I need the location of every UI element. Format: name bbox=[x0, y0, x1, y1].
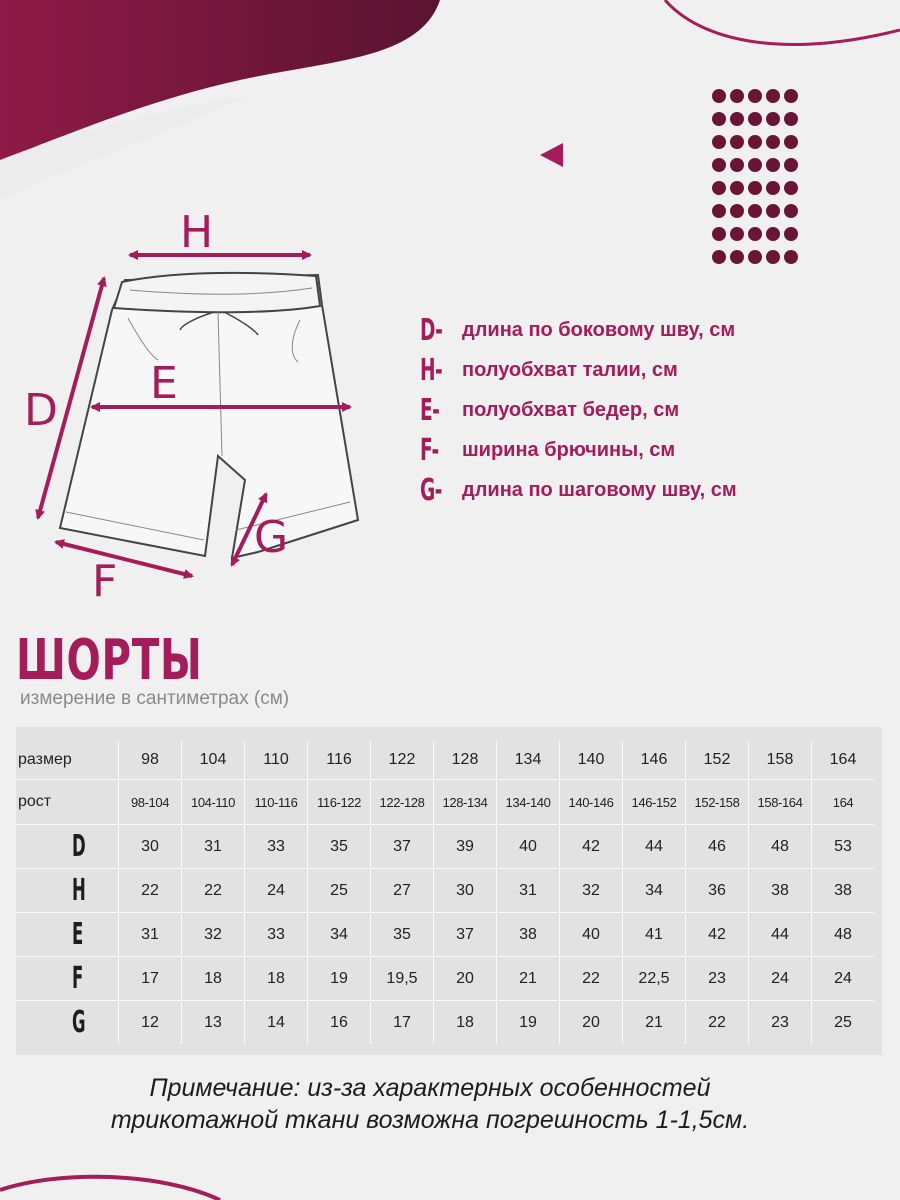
page-subtitle: измерение в сантиметрах (см) bbox=[20, 688, 290, 709]
table-cell: 116 bbox=[308, 741, 371, 780]
table-cell: 46 bbox=[686, 825, 749, 869]
label-e: E bbox=[150, 358, 178, 409]
dot bbox=[748, 227, 762, 241]
table-cell: 25 bbox=[308, 869, 371, 913]
dot bbox=[784, 250, 798, 264]
table-cell: 22 bbox=[182, 869, 245, 913]
measurement-letter: H bbox=[72, 873, 86, 908]
table-cell: 36 bbox=[686, 869, 749, 913]
table-cell: 98-104 bbox=[119, 780, 182, 825]
dot bbox=[784, 158, 798, 172]
table-cell: 140 bbox=[560, 741, 623, 780]
table-row bbox=[16, 913, 874, 957]
row-label: размер bbox=[16, 741, 119, 780]
dot bbox=[784, 89, 798, 103]
table-cell: 158 bbox=[749, 741, 812, 780]
size-table bbox=[16, 741, 874, 1044]
table-cell: 30 bbox=[434, 869, 497, 913]
table-cell: 110 bbox=[245, 741, 308, 780]
table-cell: 32 bbox=[560, 869, 623, 913]
table-cell: 134-140 bbox=[497, 780, 560, 825]
table-cell: 40 bbox=[560, 913, 623, 957]
waistband bbox=[114, 273, 320, 312]
dot bbox=[748, 181, 762, 195]
size-table-panel bbox=[16, 727, 882, 1055]
table-cell: 33 bbox=[245, 913, 308, 957]
table-cell: 164 bbox=[812, 780, 875, 825]
label-g: G bbox=[254, 512, 289, 563]
measurement-letter: E bbox=[72, 917, 84, 952]
table-cell: 34 bbox=[308, 913, 371, 957]
table-cell: 38 bbox=[812, 869, 875, 913]
dot bbox=[748, 204, 762, 218]
measurement-legend bbox=[420, 310, 737, 510]
row-label bbox=[16, 869, 119, 913]
table-cell: 22 bbox=[119, 869, 182, 913]
table-cell: 39 bbox=[434, 825, 497, 869]
dot bbox=[730, 89, 744, 103]
top-left-wave bbox=[0, 0, 440, 160]
table-cell: 24 bbox=[812, 957, 875, 1001]
table-cell: 30 bbox=[119, 825, 182, 869]
table-cell: 146-152 bbox=[623, 780, 686, 825]
dot bbox=[784, 227, 798, 241]
table-cell: 22 bbox=[686, 1001, 749, 1045]
legend-text: длина по боковому шву, см bbox=[462, 318, 736, 341]
dot bbox=[766, 181, 780, 195]
table-row bbox=[16, 1001, 874, 1045]
table-row bbox=[16, 869, 874, 913]
table-cell: 44 bbox=[623, 825, 686, 869]
dot bbox=[784, 112, 798, 126]
page-title: ШОРТЫ bbox=[16, 628, 203, 693]
table-cell: 53 bbox=[812, 825, 875, 869]
bottom-left-arc bbox=[0, 1177, 220, 1200]
legend-letter: G- bbox=[420, 472, 442, 508]
dot bbox=[712, 181, 726, 195]
legend-letter: E- bbox=[420, 392, 440, 428]
play-triangle-icon bbox=[540, 143, 563, 167]
table-row bbox=[16, 780, 874, 825]
table-cell: 122 bbox=[371, 741, 434, 780]
table-cell: 13 bbox=[182, 1001, 245, 1045]
table-cell: 37 bbox=[371, 825, 434, 869]
table-cell: 104 bbox=[182, 741, 245, 780]
measurement-letter: F bbox=[72, 961, 84, 996]
table-cell: 146 bbox=[623, 741, 686, 780]
note bbox=[80, 1072, 780, 1136]
table-cell: 42 bbox=[686, 913, 749, 957]
table-cell: 20 bbox=[434, 957, 497, 1001]
row-label bbox=[16, 1001, 119, 1045]
table-cell: 24 bbox=[245, 869, 308, 913]
dot bbox=[730, 227, 744, 241]
dot bbox=[712, 250, 726, 264]
dot bbox=[766, 204, 780, 218]
dot bbox=[730, 112, 744, 126]
dot bbox=[748, 135, 762, 149]
table-cell: 44 bbox=[749, 913, 812, 957]
table-cell: 17 bbox=[371, 1001, 434, 1045]
legend-text: полуобхват талии, см bbox=[462, 358, 678, 381]
table-cell: 22 bbox=[560, 957, 623, 1001]
table-cell: 34 bbox=[623, 869, 686, 913]
note-line-2: трикотажной ткани возможна погрешность 1-1,5см. bbox=[110, 1106, 750, 1134]
table-cell: 41 bbox=[623, 913, 686, 957]
legend-item-h bbox=[420, 350, 737, 390]
table-cell: 31 bbox=[182, 825, 245, 869]
legend-item-f bbox=[420, 430, 737, 470]
legend-item-e bbox=[420, 390, 737, 430]
label-h: H bbox=[180, 207, 214, 258]
label-f: F bbox=[92, 556, 118, 607]
table-cell: 32 bbox=[182, 913, 245, 957]
dot bbox=[766, 158, 780, 172]
table-cell: 19 bbox=[497, 1001, 560, 1045]
dot bbox=[784, 204, 798, 218]
dot bbox=[712, 135, 726, 149]
table-cell: 164 bbox=[812, 741, 875, 780]
table-row bbox=[16, 825, 874, 869]
table-cell: 20 bbox=[560, 1001, 623, 1045]
dot-grid-decoration bbox=[712, 89, 812, 273]
note-line-1: Примечание: из-за характерных особенностей bbox=[149, 1074, 711, 1102]
dot bbox=[712, 112, 726, 126]
measurement-letter: G bbox=[72, 1005, 86, 1040]
table-cell: 17 bbox=[119, 957, 182, 1001]
table-cell: 116-122 bbox=[308, 780, 371, 825]
table-cell: 23 bbox=[749, 1001, 812, 1045]
table-cell: 38 bbox=[749, 869, 812, 913]
label-d: D bbox=[24, 385, 58, 436]
dot bbox=[748, 158, 762, 172]
measurement-letter: D bbox=[72, 829, 86, 864]
table-cell: 21 bbox=[623, 1001, 686, 1045]
table-cell: 23 bbox=[686, 957, 749, 1001]
table-cell: 158-164 bbox=[749, 780, 812, 825]
dot bbox=[712, 204, 726, 218]
dot bbox=[730, 158, 744, 172]
dot bbox=[784, 181, 798, 195]
table-cell: 40 bbox=[497, 825, 560, 869]
row-label bbox=[16, 957, 119, 1001]
table-cell: 18 bbox=[182, 957, 245, 1001]
legend-letter: H- bbox=[420, 352, 443, 388]
legend-letter: F- bbox=[420, 432, 439, 468]
dot bbox=[730, 204, 744, 218]
row-label bbox=[16, 825, 119, 869]
table-cell: 122-128 bbox=[371, 780, 434, 825]
table-row bbox=[16, 957, 874, 1001]
legend-item-d bbox=[420, 310, 737, 350]
top-right-arc bbox=[665, 0, 900, 44]
legend-letter: D- bbox=[420, 312, 443, 348]
table-cell: 18 bbox=[245, 957, 308, 1001]
table-cell: 16 bbox=[308, 1001, 371, 1045]
table-cell: 14 bbox=[245, 1001, 308, 1045]
table-cell: 27 bbox=[371, 869, 434, 913]
table-cell: 19 bbox=[308, 957, 371, 1001]
dot bbox=[712, 89, 726, 103]
legend-text: полуобхват бедер, см bbox=[462, 398, 680, 421]
dot bbox=[784, 135, 798, 149]
dot bbox=[766, 250, 780, 264]
table-cell: 12 bbox=[119, 1001, 182, 1045]
dot bbox=[766, 112, 780, 126]
table-cell: 35 bbox=[371, 913, 434, 957]
dot bbox=[730, 181, 744, 195]
table-cell: 42 bbox=[560, 825, 623, 869]
table-cell: 31 bbox=[497, 869, 560, 913]
legend-text: ширина брючины, см bbox=[462, 438, 676, 461]
table-cell: 128-134 bbox=[434, 780, 497, 825]
table-cell: 48 bbox=[749, 825, 812, 869]
dot bbox=[748, 250, 762, 264]
table-cell: 134 bbox=[497, 741, 560, 780]
table-cell: 152-158 bbox=[686, 780, 749, 825]
table-cell: 33 bbox=[245, 825, 308, 869]
table-cell: 31 bbox=[119, 913, 182, 957]
table-cell: 104-110 bbox=[182, 780, 245, 825]
row-label: рост bbox=[16, 780, 119, 825]
table-cell: 21 bbox=[497, 957, 560, 1001]
dot bbox=[730, 250, 744, 264]
legend-item-g bbox=[420, 470, 737, 510]
table-cell: 24 bbox=[749, 957, 812, 1001]
dot bbox=[730, 135, 744, 149]
table-cell: 98 bbox=[119, 741, 182, 780]
row-label bbox=[16, 913, 119, 957]
shorts-outline bbox=[60, 275, 358, 558]
table-cell: 35 bbox=[308, 825, 371, 869]
table-cell: 128 bbox=[434, 741, 497, 780]
dot bbox=[766, 135, 780, 149]
shorts-measurement-diagram bbox=[0, 190, 400, 610]
table-cell: 110-116 bbox=[245, 780, 308, 825]
dot bbox=[766, 227, 780, 241]
table-cell: 18 bbox=[434, 1001, 497, 1045]
legend-text: длина по шаговому шву, см bbox=[462, 478, 737, 501]
dot bbox=[766, 89, 780, 103]
table-cell: 140-146 bbox=[560, 780, 623, 825]
table-cell: 19,5 bbox=[371, 957, 434, 1001]
dot bbox=[748, 112, 762, 126]
dot bbox=[712, 158, 726, 172]
table-cell: 22,5 bbox=[623, 957, 686, 1001]
dot bbox=[748, 89, 762, 103]
table-cell: 25 bbox=[812, 1001, 875, 1045]
dot bbox=[712, 227, 726, 241]
table-row bbox=[16, 741, 874, 780]
table-cell: 38 bbox=[497, 913, 560, 957]
table-cell: 48 bbox=[812, 913, 875, 957]
table-cell: 152 bbox=[686, 741, 749, 780]
table-cell: 37 bbox=[434, 913, 497, 957]
